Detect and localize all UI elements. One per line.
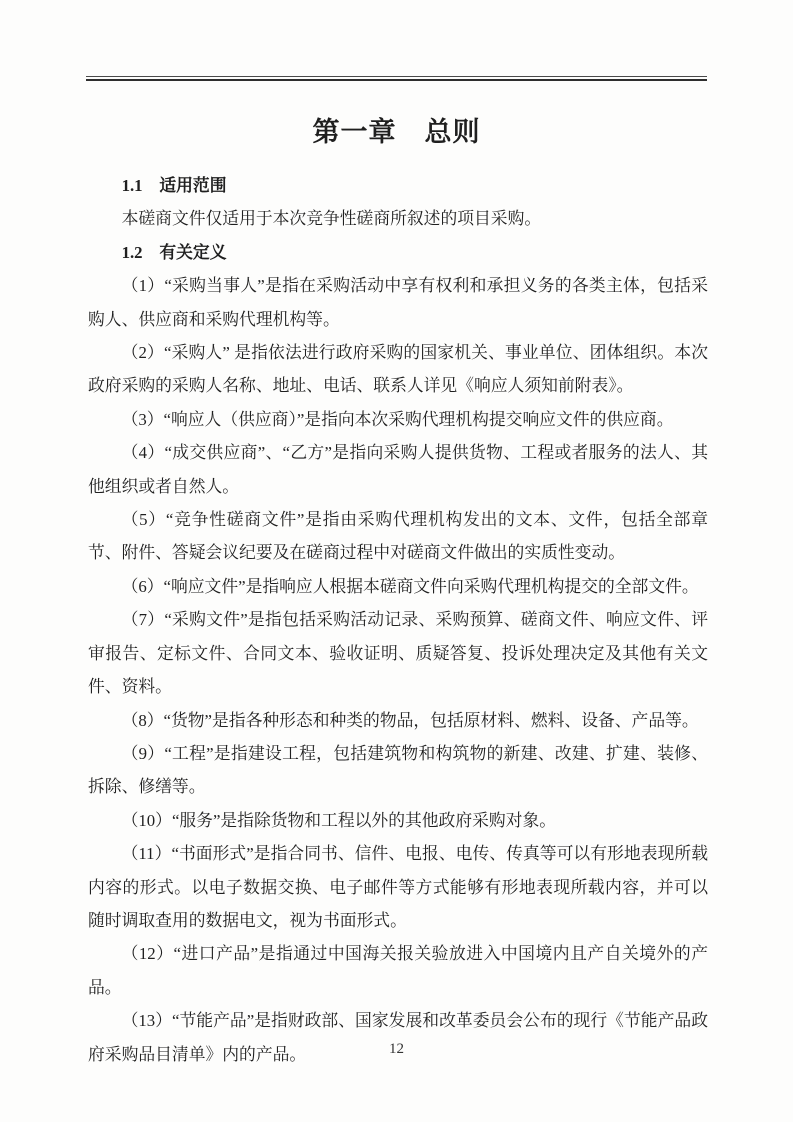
definition-4: （4）“成交供应商”、“乙方”是指向采购人提供货物、工程或者服务的法人、其他组织或者自然人。 [88, 443, 708, 496]
definition-2: （2）“采购人” 是指依法进行政府采购的国家机关、事业单位、团体组织。本次政府采购的采购人名称、地址、电话、联系人详见《响应人须知前附表》。 [88, 343, 708, 396]
definition-3: （3）“响应人（供应商）”是指向本次采购代理机构提交响应文件的供应商。 [121, 409, 674, 429]
definition-13: （13）“节能产品”是指财政部、国家发展和改革委员会公布的现行《节能产品政府采购品目清单》内的产品。 [88, 1011, 708, 1064]
definition-8: （8）“货物”是指各种形态和种类的物品，包括原材料、燃料、设备、产品等。 [121, 710, 699, 730]
definition-5: （5）“竞争性磋商文件”是指由采购代理机构发出的文本、文件，包括全部章节、附件、答疑会议纪要及在磋商过程中对磋商文件做出的实质性变动。 [88, 510, 708, 563]
definition-11: （11）“书面形式”是指合同书、信件、电报、电传、传真等可以有形地表现所载内容的形式。以电子数据交换、电子邮件等方式能够有形地表现所载内容，并可以随时调取查用的数据电文，视为书面形式。 [88, 844, 708, 930]
definition-10: （10）“服务”是指除货物和工程以外的其他政府采购对象。 [121, 810, 557, 830]
definition-1: （1）“采购当事人”是指在采购活动中享有权利和承担义务的各类主体，包括采购人、供应商和采购代理机构等。 [88, 276, 708, 329]
paragraph-scope: 本磋商文件仅适用于本次竞争性磋商所叙述的项目采购。 [121, 209, 542, 229]
page-number: 12 [389, 1041, 404, 1057]
heading-1-2: 1.2 有关定义 [121, 242, 227, 262]
heading-1-1: 1.1 适用范围 [121, 176, 227, 195]
chapter-title: 第一章 总则 [312, 117, 481, 147]
header-rule [86, 76, 707, 81]
definition-6: （6）“响应文件”是指响应人根据本磋商文件向采购代理机构提交的全部文件。 [121, 576, 699, 596]
document-body [88, 169, 708, 1071]
definition-9: （9）“工程”是指建设工程，包括建筑物和构筑物的新建、改建、扩建、装修、拆除、修缮等。 [88, 743, 708, 797]
definition-7: （7）“采购文件”是指包括采购活动记录、采购预算、磋商文件、响应文件、评审报告、定标文件、合同文本、验收证明、质疑答复、投诉处理决定及其他有关文件、资料。 [88, 610, 708, 697]
definition-12: （12）“进口产品”是指通过中国海关报关验放进入中国境内且产自关境外的产品。 [88, 944, 708, 997]
